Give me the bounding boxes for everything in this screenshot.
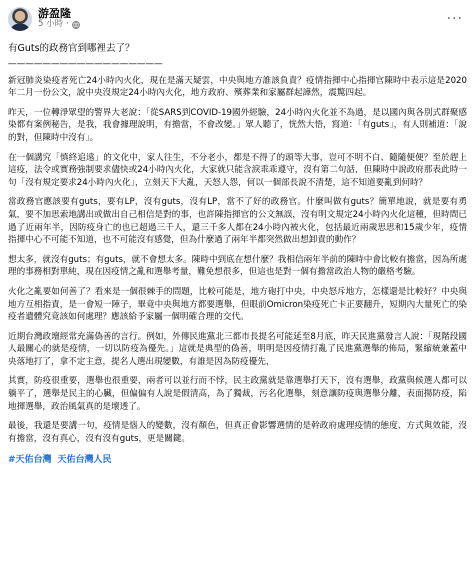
post-paragraph: 當政務官應該要有guts，要有LP，沒有guts，沒有LP，當不了好的政務官。什麼叫做有guts？簡單地說，就是要有勇氣，要不加思索地講出或做出自己相信是對的事，也許陳指揮官的公文無誤，沒有明文規定24小時內火化這種，但時間已過了近兩年半，因防疫身亡的也已超過三千人，還三千多人都在24小時內被火化，包括最近兩歲思思和15歲少年，疫情指揮中心不可能不知道，也不可能沒有感覺，但為什麼過了兩年半都突然做出想卸責的動作？ <box>8 197 467 246</box>
post-header <box>8 4 467 34</box>
separator-dot: · <box>66 19 69 30</box>
post-paragraph: 最後，我還是要講一句，疫情是惱人的變數，沒有顏色，但真正會影響選情的是幹政府處理疫情的態度、方式與效能，沒有擔當，沒有真心，沒有沒有guts，更是關鍵。 <box>8 421 467 444</box>
post-paragraph: 想太多，就沒有guts；有guts，就不會想太多。陳時中到底在想什麼？我相信兩年半前的陳時中會比較有擔當，因為所處理的事務相對單純，現在因疫情之亂和選舉考量，難免想很多，但這也是對一個有擔當政治人物的嚴格考驗。 <box>8 254 467 278</box>
post-paragraph: 新冠肺炎染疫者死亡24小時內火化，現在是滿天疑雲，中央與地方誰該負責？疫情指揮中心指揮官陳時中表示這是2020年二月一份公文，說中央沒規定24小時內火化，地方政府、殯葬業和家屬群起譁然，震驚四起。 <box>8 75 467 99</box>
hashtag-link[interactable]: #天佑台灣 <box>8 455 52 466</box>
author-name[interactable]: 游盈隆 <box>38 6 71 20</box>
post-divider: —————————————————— <box>8 59 163 69</box>
post-time[interactable]: 5 小時 <box>38 19 64 30</box>
post-paragraph: 其實，防疫很重要，選舉也很重要，兩者可以並行而不悖，民主政黨就是靠選舉打天下，沒有選舉，政黨與候選人都可以躺平了，選舉是民主的心臟，但偏偏有人說是假清高，為了獨裁，污名化選舉，刻意讓防疫與選舉分離，表面揚防疫，陷地揮選舉，政治風氣真的是壞透了。 <box>8 376 467 412</box>
globe-icon <box>72 21 80 29</box>
post-paragraph: 昨天，一位轉淨眾望的警界大老說：「從SARS到COVID-19國外經驗，24小時內火化並不為過，是以國內與各別式群聚感染都有案例秘告，是我，我會據理說明，有擔當，不會改變。」眾人聽了，恍然大悟，寫道：「有guts」，有人則補道：「說的對，但陳時中沒有」。 <box>8 107 467 143</box>
post-subline <box>38 20 80 30</box>
hashtag-link[interactable]: 天佑台灣人民 <box>57 455 112 466</box>
post-paragraph: 火化之亂要如何善了？看來是一個很棘手的問題，比較可能是，地方砲打中央，中央怒斥地方，怎樣還是比較好？中央與地方互相指責，是一會短一陣子，畢竟中央與地方都要選舉，但眼前Omicron染疫死亡卡正要翻升，短期內大量死亡的染疫者遺體究竟該如何處理？應該給予家屬一個明確合理的交代。 <box>8 286 467 323</box>
hashtag-row <box>8 452 467 465</box>
avatar[interactable] <box>8 7 32 31</box>
post-meta <box>38 8 80 30</box>
post-title: 有Guts的政務官到哪裡去了？ <box>8 43 135 54</box>
post-paragraph: 在一個講究「慎終追遠」的文化中，家人往生，不分老小，都是不得了的頭等大事，豈可不明不白、隨隨便便？至於趕上這疫，法令或實務強制要求儘快或24小時內火化，大家就只能含淚乖乖遵守，沒有第二句話，但陳時中說政府那表此時一句「沒有規定要求24小時內火化」，立刻天下大亂，天怒人怨，何以一個部長說不清楚，這不知道要亂到何時？ <box>8 152 467 188</box>
post-paragraph: 近期台灣政壇經常充滿偽善的言行。例如，外傳民進黨北三都市長提名可能延至8月底，昨天民進黨發言人說：「現階段國人最關心的就是疫情，一切以防疫為優先。」這就是典型的偽善，明明是因疫情打亂了民進黨選舉的佈局，緊縮統兼蓋中央落地打了，拿不定主意，提名人選出現變數，有誰是因為防疫優先， <box>8 331 467 367</box>
more-options-icon[interactable]: ··· <box>446 11 463 27</box>
